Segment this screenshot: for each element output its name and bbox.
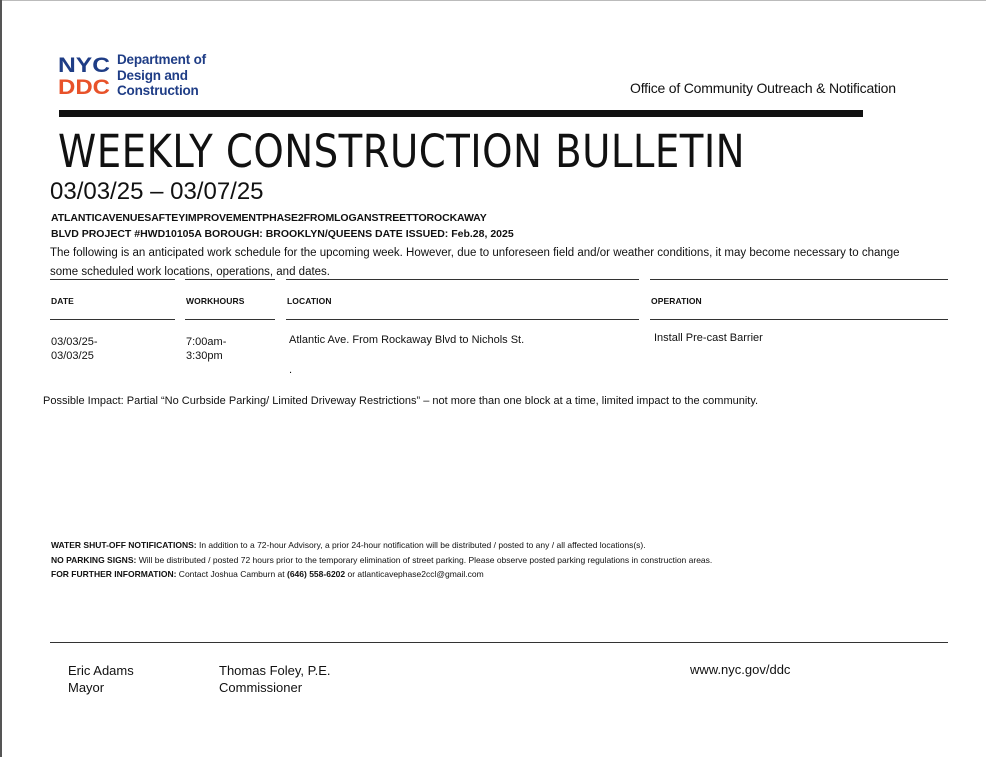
table-rule-operation-bottom <box>650 319 948 320</box>
hours-end: 3:30pm <box>186 350 223 362</box>
table-row-workhours <box>186 335 226 363</box>
header-divider <box>59 110 863 117</box>
table-row-operation: Install Pre-cast Barrier <box>654 332 763 344</box>
no-parking-text: Will be distributed / posted 72 hours prior to the temporary elimination of street parking. Please observe posted parking regulations in construction areas. <box>136 554 713 565</box>
no-parking-note <box>51 553 712 568</box>
table-rule-location-top <box>286 279 639 280</box>
table-rule-date-bottom <box>50 319 175 320</box>
svg-text:NYC: NYC <box>58 54 110 77</box>
commissioner-title: Commissioner <box>219 680 303 695</box>
column-header-location: LOCATION <box>287 296 332 306</box>
column-header-date: DATE <box>51 296 74 306</box>
website-link[interactable]: www.nyc.gov/ddc <box>690 662 791 677</box>
possible-impact: Possible Impact: Partial “No Curbside Parking/ Limited Driveway Restrictions” – not more than one block at a time, limited impact to the community. <box>43 395 759 407</box>
agency-line-2: Design and <box>117 67 188 83</box>
table-row-location-note: . <box>289 364 293 376</box>
no-parking-label: NO PARKING SIGNS: <box>51 554 137 565</box>
table-rule-location-bottom <box>286 319 639 320</box>
agency-line-1: Department of <box>117 52 206 67</box>
mayor-name: Eric Adams <box>68 663 134 678</box>
bulletin-title: WEEKLY CONSTRUCTION BULLETIN <box>58 125 746 178</box>
date-end: 03/03/25 <box>51 350 94 362</box>
column-header-workhours: WORKHOURS <box>186 296 245 306</box>
agency-line-3: Construction <box>117 83 199 98</box>
date-range: 03/03/25 – 03/07/25 <box>50 178 264 205</box>
office-name: Office of Community Outreach & Notification <box>630 80 896 96</box>
project-name: ATLANTICAVENUESAFTEYIMPROVEMENTPHASE2FROMLOGANSTREETTOROCKAWAY <box>51 212 487 224</box>
commissioner-signature <box>219 662 331 696</box>
agency-name <box>117 52 206 99</box>
table-rule-operation-top <box>650 279 948 280</box>
page-left-border <box>0 0 2 757</box>
table-rule-date-top <box>50 279 175 280</box>
contact-phone: (646) 558-6202 <box>287 569 346 579</box>
further-info-note <box>51 567 712 582</box>
date-start: 03/03/25- <box>51 336 98 348</box>
water-shutoff-text: In addition to a 72-hour Advisory, a prior 24-hour notification will be distributed / posted to any / all affected locations(s). <box>196 540 646 550</box>
further-info-label: FOR FURTHER INFORMATION: <box>51 569 177 579</box>
svg-text:DDC: DDC <box>58 76 110 95</box>
table-row-location: Atlantic Ave. From Rockaway Blvd to Nichols St. <box>289 334 525 346</box>
intro-paragraph: The following is an anticipated work schedule for the upcoming week. However, due to unforeseen field and/or weather conditions, it may become necessary to change some scheduled work locations, operations, and dates. <box>50 247 900 278</box>
table-rule-hours-top <box>185 279 275 280</box>
nyc-ddc-logo <box>58 53 110 95</box>
table-rule-hours-bottom <box>185 319 275 320</box>
footer-divider <box>50 642 948 643</box>
notifications-block <box>51 538 712 582</box>
water-shutoff-label: WATER SHUT-OFF NOTIFICATIONS: <box>51 540 197 550</box>
commissioner-name: Thomas Foley, P.E. <box>219 663 331 678</box>
hours-start: 7:00am- <box>186 336 227 348</box>
column-header-operation: OPERATION <box>651 296 702 306</box>
water-shutoff-note <box>51 538 712 553</box>
mayor-signature <box>68 662 134 696</box>
page-top-border <box>0 0 986 1</box>
project-details: BLVD PROJECT #HWD10105A BOROUGH: BROOKLYN/QUEENS DATE ISSUED: Feb.28, 2025 <box>51 228 514 240</box>
further-info-text-a: Contact Joshua Camburn at <box>176 569 287 579</box>
table-row-date <box>51 335 97 363</box>
mayor-title: Mayor <box>68 680 105 695</box>
contact-email: or atlanticavephase2ccl@gmail.com <box>345 569 484 579</box>
